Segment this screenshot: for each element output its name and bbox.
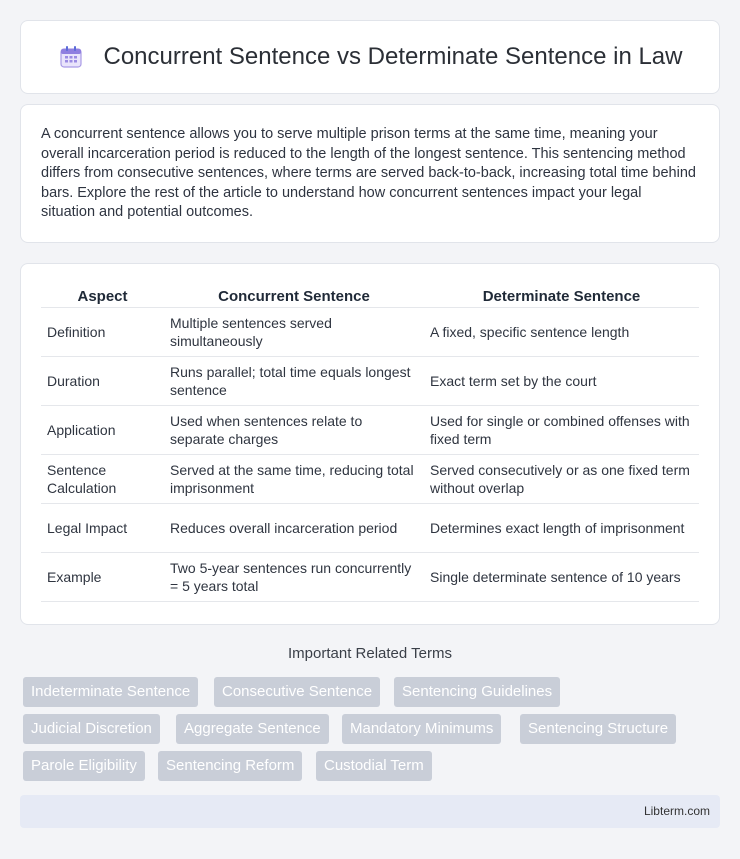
table-cell: Definition bbox=[41, 308, 164, 357]
related-terms-title: Important Related Terms bbox=[288, 645, 452, 662]
table-row bbox=[41, 357, 699, 406]
column-header-concurrent: Concurrent Sentence bbox=[164, 280, 424, 308]
table-cell: Used when sentences relate to separate charges bbox=[164, 406, 424, 455]
comparison-table bbox=[41, 280, 699, 602]
table-row bbox=[41, 308, 699, 357]
tag-mandatory-minimums[interactable]: Mandatory Minimums bbox=[342, 714, 501, 744]
table-cell: Legal Impact bbox=[41, 504, 164, 553]
table-row bbox=[41, 553, 699, 602]
table-cell: Exact term set by the court bbox=[424, 357, 699, 406]
table-row bbox=[41, 504, 699, 553]
table-cell: A fixed, specific sentence length bbox=[424, 308, 699, 357]
tag-aggregate-sentence[interactable]: Aggregate Sentence bbox=[176, 714, 329, 744]
table-cell: Reduces overall incarceration period bbox=[164, 504, 424, 553]
table-cell: Duration bbox=[41, 357, 164, 406]
table-row bbox=[41, 455, 699, 504]
table-cell: Runs parallel; total time equals longest sentence bbox=[164, 357, 424, 406]
intro-text: A concurrent sentence allows you to serve multiple prison terms at the same time, meaning your overall incarceration period is reduced to the length of the longest sentence. This sentencing method differs from consecutive sentences, where terms are served back-to-back, increasing total time behind bars. Explore the rest of the article to understand how concurrent sentences impact your legal situation and potential outcomes. bbox=[41, 126, 696, 221]
column-header-determinate: Determinate Sentence bbox=[424, 280, 699, 308]
table-cell: Example bbox=[41, 553, 164, 602]
tag-consecutive-sentence[interactable]: Consecutive Sentence bbox=[214, 677, 380, 707]
tag-sentencing-guidelines[interactable]: Sentencing Guidelines bbox=[394, 677, 560, 707]
table-cell: Two 5-year sentences run concurrently = 5 years total bbox=[164, 553, 424, 602]
column-header-aspect: Aspect bbox=[41, 280, 164, 308]
header-card bbox=[20, 20, 720, 94]
intro-card bbox=[20, 104, 720, 243]
footer bbox=[20, 795, 720, 828]
comparison-card bbox=[20, 263, 720, 625]
tag-sentencing-structure[interactable]: Sentencing Structure bbox=[520, 714, 676, 744]
tag-indeterminate-sentence[interactable]: Indeterminate Sentence bbox=[23, 677, 198, 707]
table-row bbox=[41, 406, 699, 455]
table-cell: Application bbox=[41, 406, 164, 455]
table-cell: Served consecutively or as one fixed term without overlap bbox=[424, 455, 699, 504]
calendar-icon bbox=[58, 44, 84, 70]
table-cell: Determines exact length of imprisonment bbox=[424, 504, 699, 553]
footer-brand[interactable]: Libterm.com bbox=[643, 804, 710, 818]
table-header-row bbox=[41, 280, 699, 308]
table-cell: Sentence Calculation bbox=[41, 455, 164, 504]
table-cell: Used for single or combined offenses with fixed term bbox=[424, 406, 699, 455]
table-cell: Served at the same time, reducing total imprisonment bbox=[164, 455, 424, 504]
table-cell: Multiple sentences served simultaneously bbox=[164, 308, 424, 357]
page-title: Concurrent Sentence vs Determinate Sentence in Law bbox=[103, 43, 683, 70]
tag-parole-eligibility[interactable]: Parole Eligibility bbox=[23, 751, 145, 781]
table-cell: Single determinate sentence of 10 years bbox=[424, 553, 699, 602]
tag-sentencing-reform[interactable]: Sentencing Reform bbox=[158, 751, 302, 781]
tag-custodial-term[interactable]: Custodial Term bbox=[316, 751, 432, 781]
tag-judicial-discretion[interactable]: Judicial Discretion bbox=[23, 714, 160, 744]
